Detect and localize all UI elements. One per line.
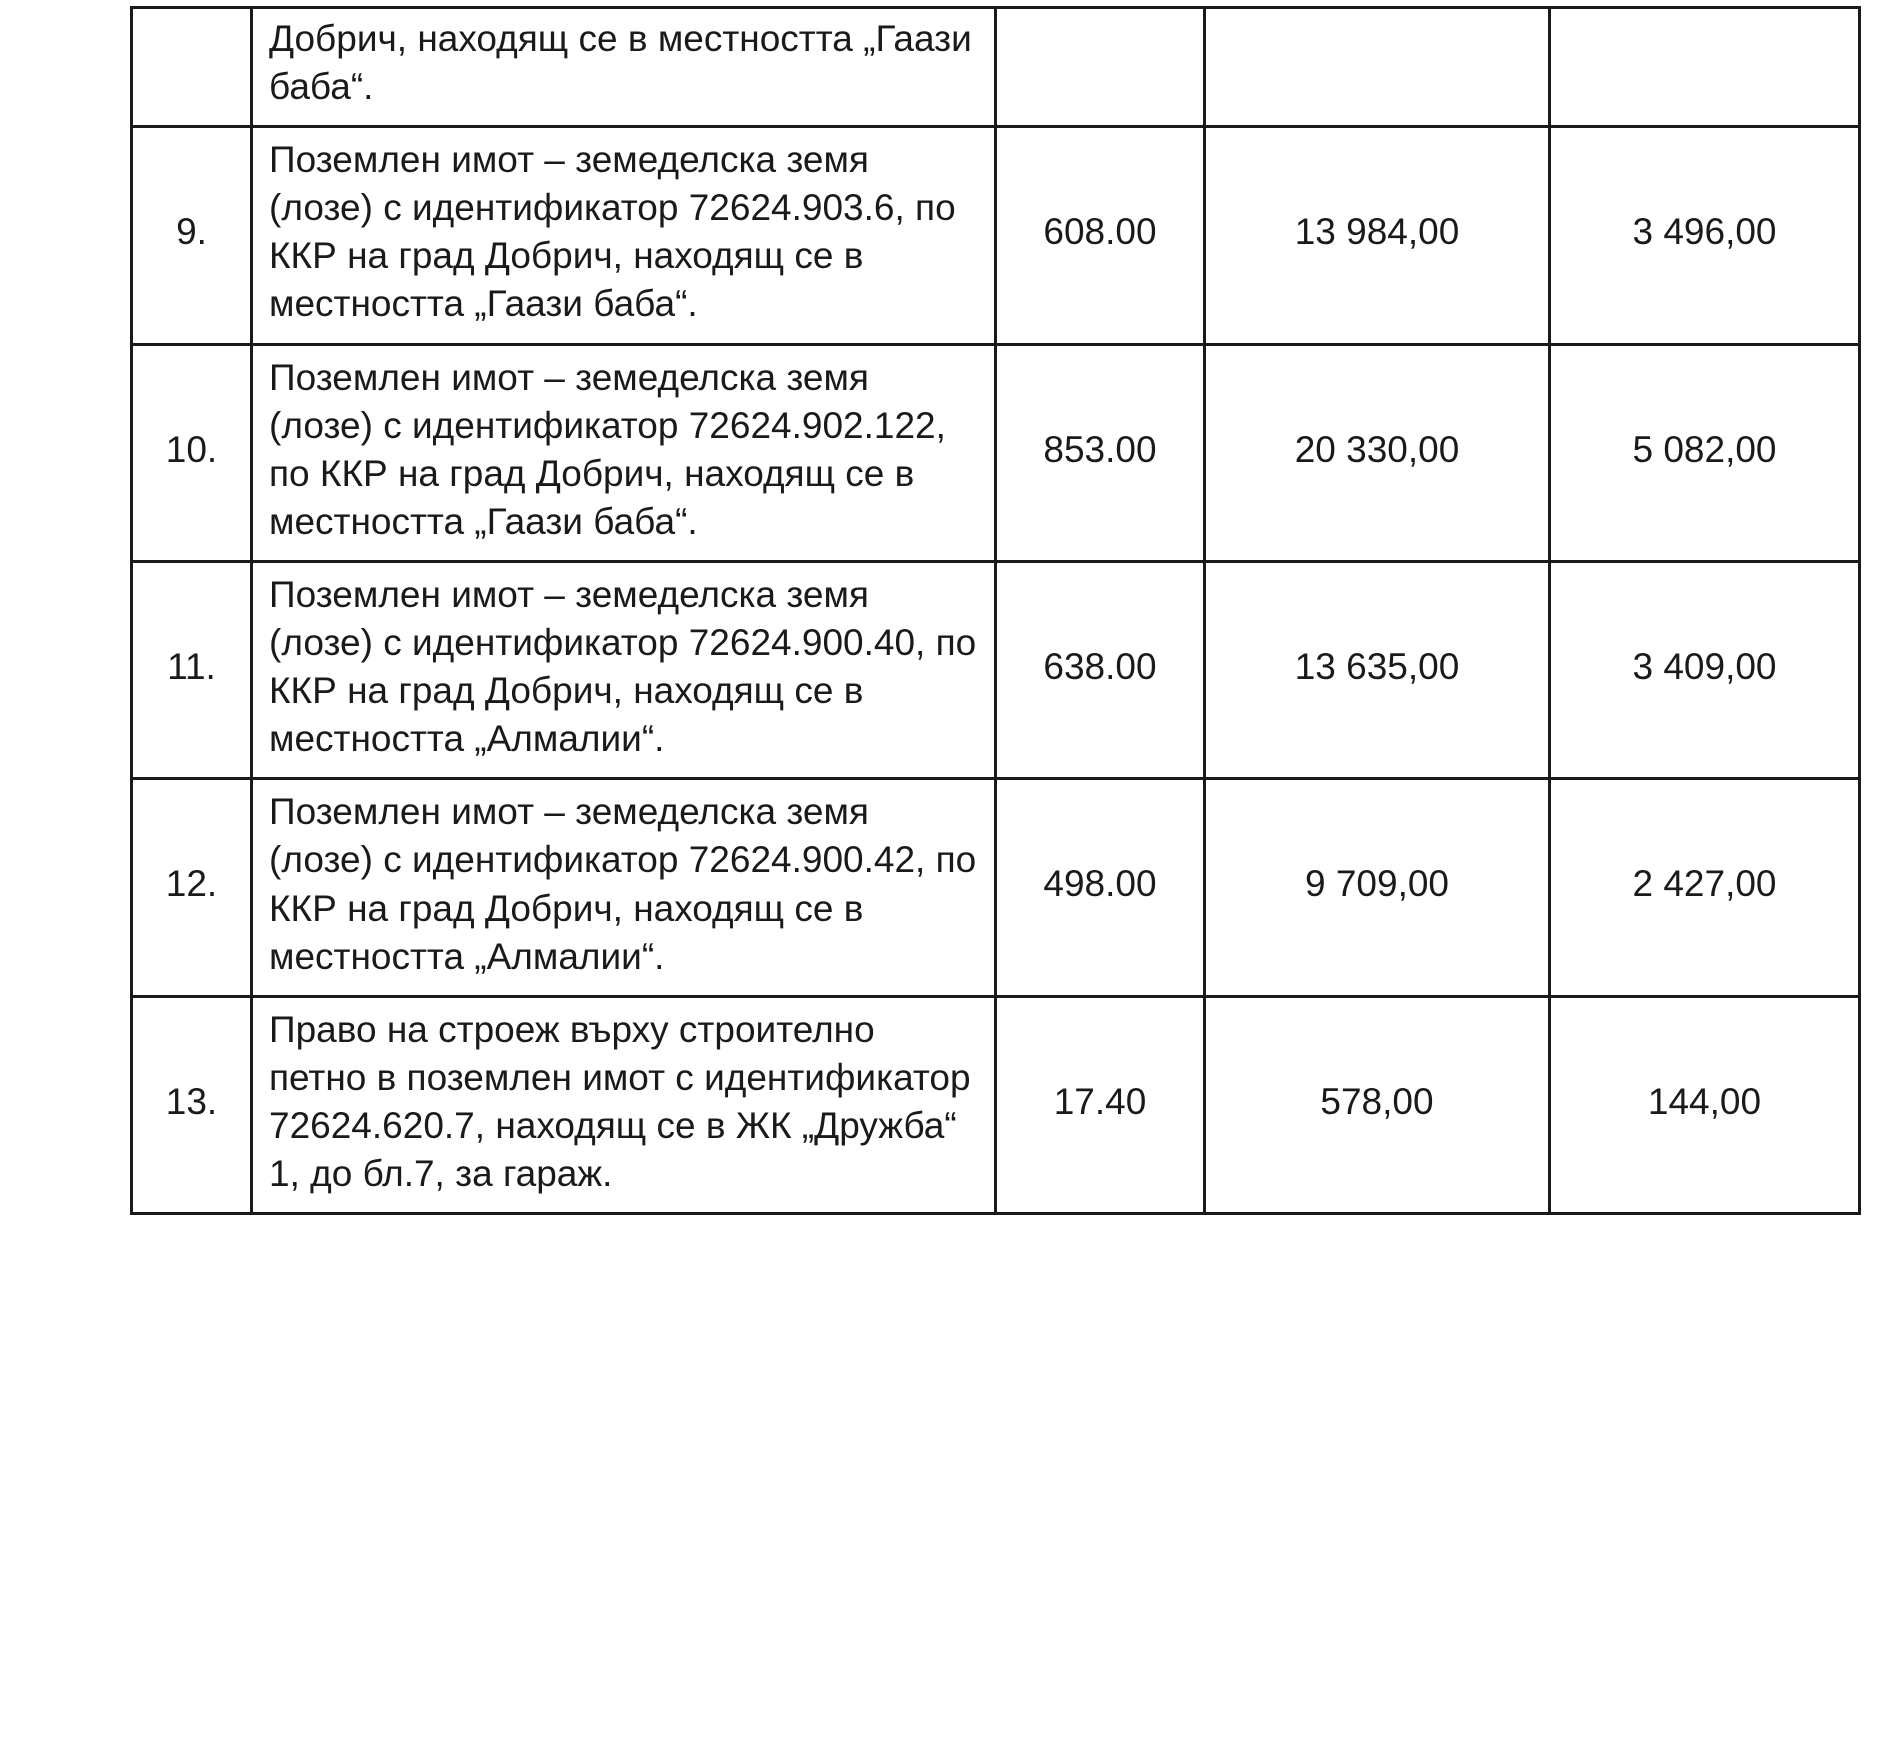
table-row — [132, 779, 1860, 996]
row-area: 638.00 — [996, 561, 1205, 778]
row-area: 608.00 — [996, 127, 1205, 344]
row-value2: 2 427,00 — [1550, 779, 1860, 996]
row-description: Поземлен имот – земеделска земя (лозе) с идентификатор 72624.900.42, по ККР на град Добрич, находящ се в местността „Алмалии“. — [252, 779, 996, 996]
table-body — [132, 8, 1860, 1214]
row-area: 498.00 — [996, 779, 1205, 996]
row-value2: 3 496,00 — [1550, 127, 1860, 344]
row-number: 9. — [132, 127, 252, 344]
table-row — [132, 127, 1860, 344]
table-row — [132, 8, 1860, 127]
table-row — [132, 344, 1860, 561]
row-area: 853.00 — [996, 344, 1205, 561]
row-number: 12. — [132, 779, 252, 996]
row-value2: 3 409,00 — [1550, 561, 1860, 778]
row-description: Поземлен имот – земеделска земя (лозе) с идентификатор 72624.903.6, по ККР на град Добрич, находящ се в местността „Гаази баба“. — [252, 127, 996, 344]
row-number: 10. — [132, 344, 252, 561]
property-table — [130, 6, 1861, 1215]
row-area: 17.40 — [996, 996, 1205, 1213]
row-number: 11. — [132, 561, 252, 778]
table-row — [132, 561, 1860, 778]
row-description: Добрич, находящ се в местността „Гаази баба“. — [252, 8, 996, 127]
row-value1: 9 709,00 — [1205, 779, 1550, 996]
row-description: Поземлен имот – земеделска земя (лозе) с идентификатор 72624.900.40, по ККР на град Добрич, находящ се в местността „Алмалии“. — [252, 561, 996, 778]
row-value1: 13 984,00 — [1205, 127, 1550, 344]
row-value1: 20 330,00 — [1205, 344, 1550, 561]
row-value2: 144,00 — [1550, 996, 1860, 1213]
row-value2: 5 082,00 — [1550, 344, 1860, 561]
row-description: Право на строеж върху строително петно в поземлен имот с идентификатор 72624.620.7, находящ се в ЖК „Дружба“ 1, до бл.7, за гараж. — [252, 996, 996, 1213]
row-number: 13. — [132, 996, 252, 1213]
row-number — [132, 8, 252, 127]
row-value1 — [1205, 8, 1550, 127]
row-value2 — [1550, 8, 1860, 127]
row-description: Поземлен имот – земеделска земя (лозе) с идентификатор 72624.902.122, по ККР на град Добрич, находящ се в местността „Гаази баба“. — [252, 344, 996, 561]
row-value1: 578,00 — [1205, 996, 1550, 1213]
row-area — [996, 8, 1205, 127]
table-row — [132, 996, 1860, 1213]
row-value1: 13 635,00 — [1205, 561, 1550, 778]
